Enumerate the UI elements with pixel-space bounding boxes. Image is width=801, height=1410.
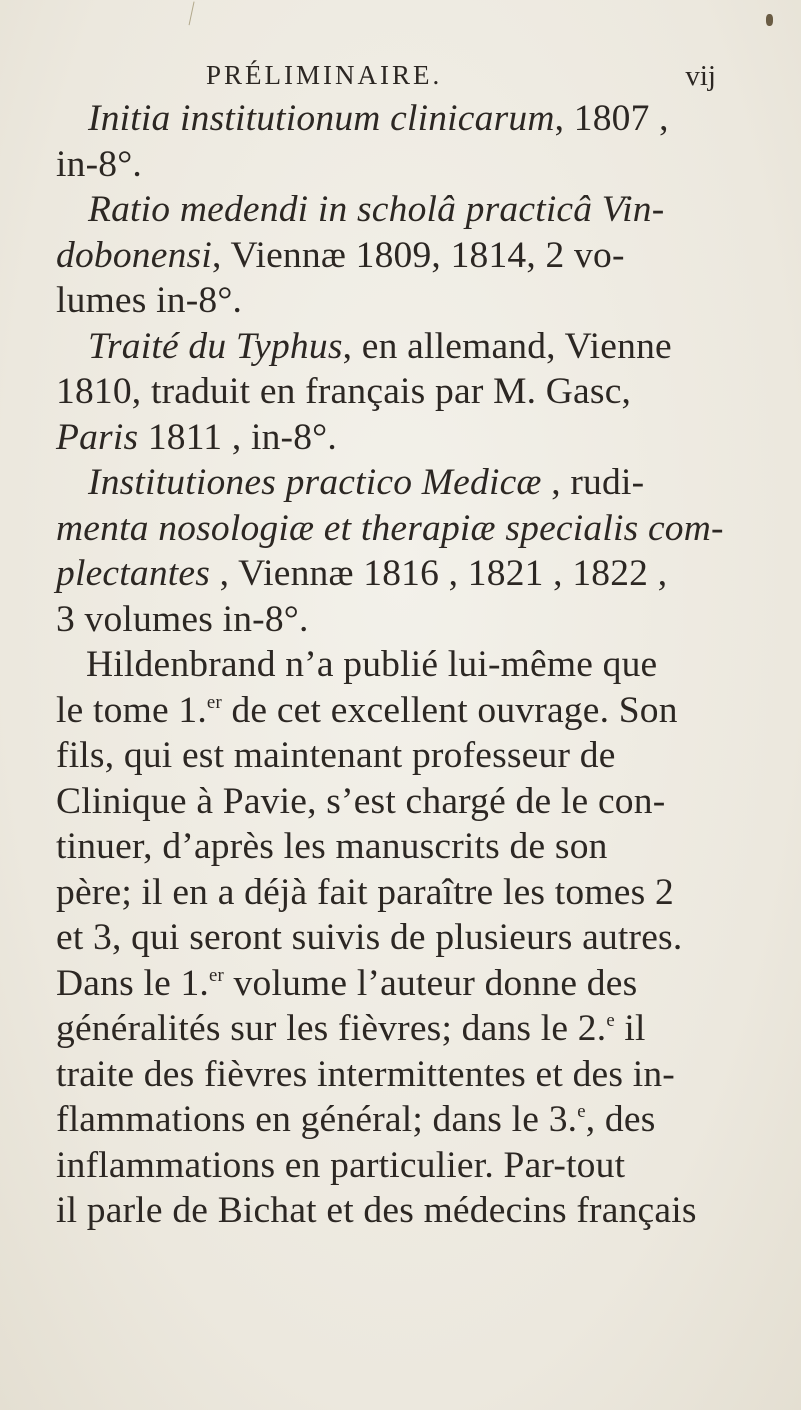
text-line bbox=[56, 870, 726, 916]
body-text bbox=[56, 96, 726, 1234]
line-text: il parle de Bichat et des médecins français bbox=[56, 1190, 697, 1231]
text-line bbox=[56, 688, 726, 734]
ordinal-suffix: e bbox=[606, 1009, 615, 1031]
book-title: menta nosologiæ et therapiæ specialis com- bbox=[56, 507, 724, 549]
text-line bbox=[56, 961, 726, 1007]
line-text: flammations en général; dans le 3.$^e$, des bbox=[56, 1099, 656, 1140]
line-text: Hildenbrand n’a publié lui-même que bbox=[86, 644, 658, 685]
text-line bbox=[56, 96, 726, 142]
book-title: Initia institutionum clinicarum bbox=[88, 98, 555, 139]
paper-mark bbox=[189, 2, 201, 27]
text-line bbox=[56, 1143, 726, 1189]
text-line bbox=[56, 142, 726, 188]
text-line bbox=[56, 1188, 726, 1234]
book-title: Traité du Typhus bbox=[88, 325, 343, 367]
book-title: plectantes bbox=[56, 553, 211, 594]
line-text: , en allemand, Vienne bbox=[342, 325, 672, 367]
text-line bbox=[56, 1097, 726, 1143]
line-text: lumes in-8°. bbox=[56, 280, 243, 321]
line-text: 1811 , in-8°. bbox=[138, 416, 337, 458]
line-text: fils, qui est maintenant professeur de bbox=[56, 735, 616, 776]
line-text: , Viennæ 1809, 1814, 2 vo- bbox=[211, 234, 625, 276]
running-head: PRÉLIMINAIRE. bbox=[206, 60, 443, 90]
text-line bbox=[56, 187, 726, 233]
book-title: dobonensi bbox=[56, 234, 212, 276]
line-text: le tome 1.$^{er}$ de cet excellent ouvrage. Son bbox=[56, 689, 678, 731]
page-header bbox=[56, 60, 716, 100]
line-text: 3 volumes in-8°. bbox=[56, 598, 309, 640]
text-line bbox=[56, 733, 726, 779]
line-text: généralités sur les fièvres; dans le 2.$^e$ il bbox=[56, 1008, 646, 1049]
line-text: tinuer, d’après les manuscrits de son bbox=[56, 826, 608, 867]
line-text: , rudi- bbox=[541, 462, 645, 503]
ordinal-suffix: e bbox=[577, 1100, 586, 1122]
book-title: Institutiones practico Medicæ bbox=[88, 462, 542, 503]
text-line bbox=[56, 597, 726, 643]
line-text: in-8°. bbox=[56, 143, 142, 185]
line-text: Dans le 1.$^{er}$ volume l’auteur donne des bbox=[56, 962, 638, 1004]
line-text: , Viennæ 1816 , 1821 , 1822 , bbox=[210, 553, 668, 594]
line-text: inflammations en particulier. Par-tout bbox=[56, 1144, 626, 1186]
text-line bbox=[56, 324, 726, 370]
line-text: , 1807 , bbox=[554, 98, 669, 139]
text-line bbox=[56, 506, 726, 552]
text-line bbox=[56, 915, 726, 961]
ink-spot bbox=[766, 14, 773, 26]
ordinal-suffix: er bbox=[209, 964, 224, 986]
place-name: Paris bbox=[56, 416, 139, 458]
text-line bbox=[56, 278, 726, 324]
text-line bbox=[56, 1052, 726, 1098]
line-text: père; il en a déjà fait paraître les tomes 2 bbox=[56, 871, 674, 913]
text-line bbox=[56, 415, 726, 461]
text-line bbox=[56, 1006, 726, 1052]
book-title: Ratio medendi in scholâ practicâ Vin- bbox=[88, 189, 665, 230]
line-text: et 3, qui seront suivis de plusieurs autres. bbox=[56, 917, 683, 958]
line-text: 1810, traduit en français par M. Gasc, bbox=[56, 371, 632, 412]
page-number: vij bbox=[685, 60, 716, 92]
line-text: traite des fièvres intermittentes et des in- bbox=[56, 1053, 675, 1095]
text-line bbox=[56, 460, 726, 506]
text-line bbox=[56, 642, 726, 688]
line-text: Clinique à Pavie, s’est chargé de le con- bbox=[56, 780, 666, 822]
ordinal-suffix: er bbox=[206, 691, 222, 713]
text-line bbox=[56, 369, 726, 415]
text-line bbox=[56, 233, 726, 279]
text-line bbox=[56, 824, 726, 870]
text-line bbox=[56, 779, 726, 825]
text-line bbox=[56, 551, 726, 597]
